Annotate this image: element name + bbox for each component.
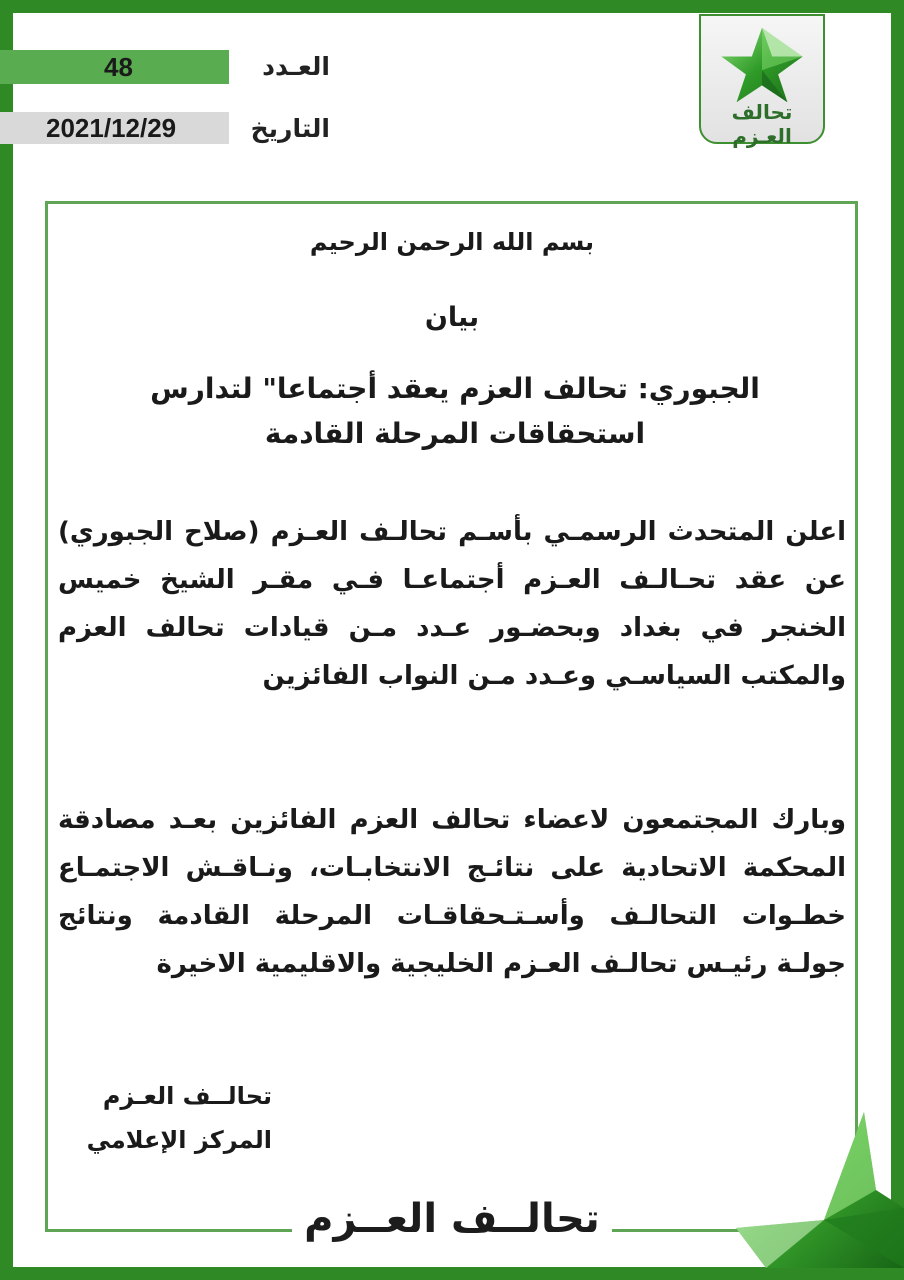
signature-line-1: تحالــف العـزم — [102, 1082, 272, 1110]
headline: الجبوري: تحالف العزم يعقد أجتماعا" لتدارس استحقاقات المرحلة القادمة — [150, 372, 760, 450]
basmala: بسم الله الرحمن الرحيم — [309, 228, 595, 256]
logo — [699, 14, 825, 148]
paragraph-2: وبارك المجتمعون لاعضاء تحالف العزم الفائزين بعـد مصادقة المحكمة الاتحادية على نتائـج الانتخابـات، ونـاقـش الاجتمـاع خطـوات التحالـف وأسـتـحقاقـات المرحلة القادمة ونتائج جولـة رئيـس تحالـف العـزم الخليجية والاقليمية الاخيرة — [58, 805, 846, 979]
corner-star-icon — [736, 1112, 904, 1268]
paragraph-1: اعلن المتحدث الرسمـي بأسـم تحالـف العـزم (صلاح الجبوري) عن عقد تحـالـف العـزم أجتماعـا فـي مقـر الشيخ خميس الخنجر في بغداد وبحضـور عـدد مـن قيادات تحالف العزم والمكتب السياسـي وعـدد مـن النواب الفائزين — [58, 517, 846, 691]
statement-title: بيان — [424, 302, 480, 333]
issue-number-value: 48 — [104, 52, 133, 82]
date-value: 2021/12/29 — [46, 113, 177, 143]
content-box — [45, 201, 858, 1232]
date-label: التاريخ — [250, 114, 330, 143]
footer-brand: تحالــف العــزم — [304, 1196, 600, 1242]
issue-number-label: العـدد — [262, 52, 330, 81]
star-icon — [719, 26, 805, 104]
signature-line-2: المركز الإعلامي — [86, 1126, 272, 1154]
logo-text: تحالف العـزم — [731, 100, 793, 148]
